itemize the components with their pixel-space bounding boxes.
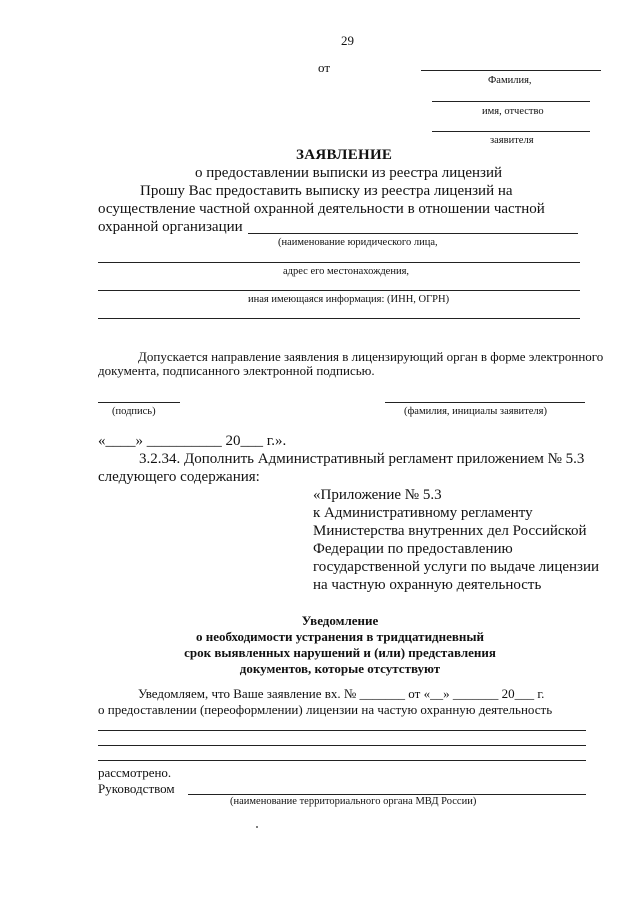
signature-line[interactable] [98, 402, 180, 403]
request-line-3: охранной организации [98, 219, 243, 235]
appendix-line-5: государственной услуги по выдаче лицензии [313, 559, 600, 575]
applicant-caption: заявителя [490, 135, 534, 146]
notice-title-3: срок выявленных нарушений и (или) представления [184, 645, 496, 660]
notice-blank-line-2[interactable] [98, 745, 586, 746]
authority-line[interactable] [188, 794, 586, 795]
legal-name-caption: (наименование юридического лица, [278, 237, 438, 248]
guided-by-label: Руководством [98, 781, 175, 796]
other-info-caption: иная имеющаяся информация: (ИНН, ОГРН) [248, 294, 450, 305]
name-patronymic-caption: имя, отчество [482, 106, 544, 117]
organization-name-line[interactable] [248, 233, 578, 234]
extra-info-line[interactable] [98, 318, 580, 319]
address-line[interactable] [98, 262, 580, 263]
reviewed-text: рассмотрено. [98, 765, 172, 780]
appendix-line-6: на частную охранную деятельность [313, 577, 542, 593]
other-info-line[interactable] [98, 290, 580, 291]
name-line[interactable] [432, 101, 590, 102]
amendment-line-2: следующего содержания: [98, 469, 260, 485]
appendix-line-3: Министерства внутренних дел Российской [313, 523, 587, 539]
scan-speck [256, 826, 258, 828]
appendix-line-4: Федерации по предоставлению [313, 541, 513, 557]
notice-blank-line-1[interactable] [98, 730, 586, 731]
signature-caption: (подпись) [112, 406, 156, 417]
surname-caption: Фамилия, [488, 75, 532, 86]
page-number: 29 [341, 33, 354, 48]
address-caption: адрес его местонахождения, [283, 266, 410, 277]
electronic-note-line-2: документа, подписанного электронной подписью. [98, 363, 375, 378]
appendix-line-1: «Приложение № 5.3 [313, 487, 442, 503]
notice-title-2: о необходимости устранения в тридцатидневный [195, 629, 485, 644]
authority-caption: (наименование территориального органа МВД России) [230, 796, 477, 807]
from-label: от [318, 60, 331, 75]
appendix-line-2: к Административному регламенту [313, 505, 533, 521]
amendment-line-1: 3.2.34. Дополнить Административный регламент приложением № 5.3 [139, 451, 585, 467]
notice-blank-line-3[interactable] [98, 760, 586, 761]
request-line-2: осуществление частной охранной деятельности в отношении частной [98, 201, 545, 217]
notice-body-line-2: о предоставлении (переоформлении) лицензии на частую охранную деятельность [98, 702, 553, 717]
notice-title-1: Уведомление [301, 613, 379, 628]
request-line-1: Прошу Вас предоставить выписку из реестра лицензий на [140, 183, 513, 199]
notice-title-4: документов, которые отсутствуют [239, 661, 441, 676]
electronic-note-line-1: Допускается направление заявления в лицензирующий орган в форме электронного [138, 349, 604, 364]
application-title: ЗАЯВЛЕНИЕ [296, 147, 393, 163]
applicant-line[interactable] [432, 131, 590, 132]
surname-line[interactable] [421, 70, 601, 71]
fullname-caption: (фамилия, инициалы заявителя) [404, 406, 547, 417]
notice-body-line-1: Уведомляем, что Ваше заявление вх. № _______ от «__» _______ 20___ г. [138, 686, 545, 701]
application-date: «____» __________ 20___ г.». [98, 433, 287, 449]
fullname-line[interactable] [385, 402, 585, 403]
application-subtitle: о предоставлении выписки из реестра лицензий [195, 165, 502, 181]
